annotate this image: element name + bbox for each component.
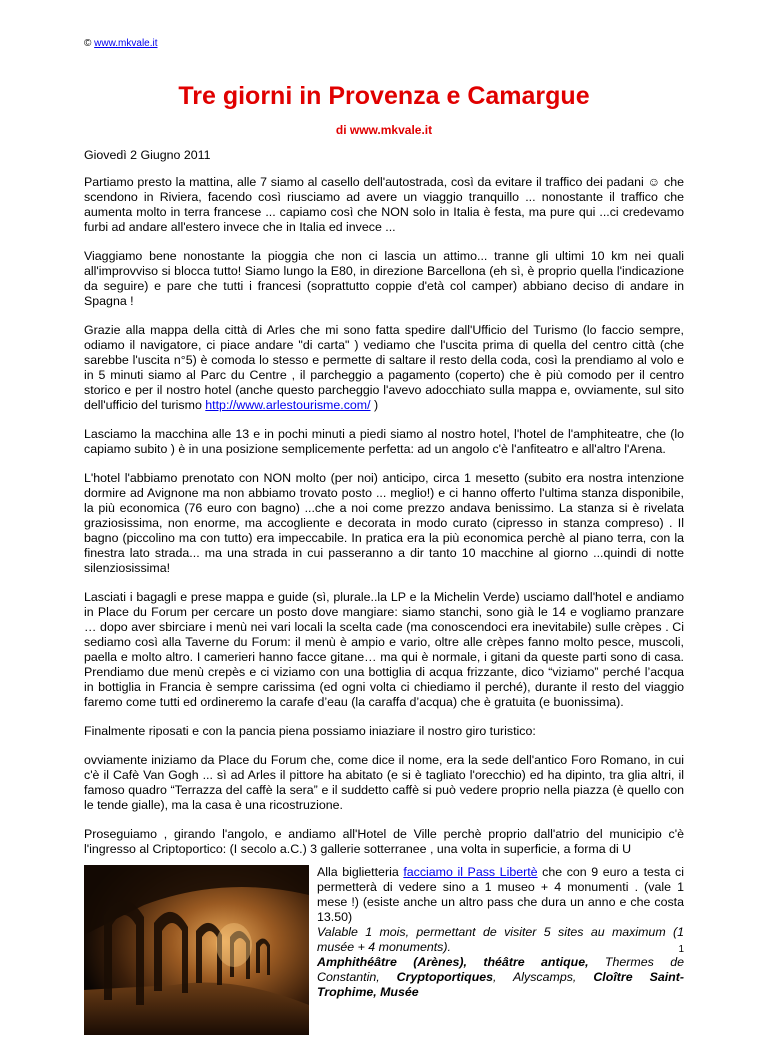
paragraph-8: ovviamente iniziamo da Place du Forum che, come dice il nome, era la sede dell'antico Foro Romano, in cui c'è il Cafè Van Gogh ... sì ad Arles il pittore ha abitato (e si è tagliato l'orecchio) ed ha dipinto, tra glia altri, il famoso quadro “Terrazza del caffè la sera” e il suddetto caffè si può vedere proprio nella piazza (è quello con le tende gialle), ma la casa è una ricostruzione. (84, 753, 684, 812)
monuments-bold-2: Cryptoportiques (396, 970, 494, 984)
cryptoporticus-image (84, 865, 309, 1035)
header-site-link[interactable]: www.mkvale.it (94, 38, 158, 49)
paragraph-10-text: Alla biglietteria (317, 865, 404, 879)
page-number: 1 (678, 944, 684, 955)
document-byline: di www.mkvale.it (335, 123, 433, 137)
header-copyright (84, 38, 158, 49)
paragraph-10-tail: che con 9 euro a testa ci permetterà di vedere sino a 1 museo + 4 monumenti . (vale 1 mese !) (esiste anche un altro pass che dura un anno e che costa 13.50) (317, 865, 684, 924)
paragraph-7: Finalmente riposati e con la pancia piena possiamo iniaziare il nostro giro turistico: (84, 724, 536, 738)
paragraph-6: Lasciati i bagagli e prese mappa e guide (sì, plurale..la LP e la Michelin Verde) usciamo dall'hotel e andiamo in Place du Forum per cercare un posto dove mangiare: siamo stanchi, sono già le 14 e vogliamo pranzare … dopo aver sbirciare i menù nei vari locali la scelta cade (ma conoscendoci era inevitabile) sulle crèpes . Ci sediamo così alla Taverne du Forum: il menù è ampio e vario, oltre alle crèpes fanno molto pesce, muscoli, paella e molto altro. I camerieri hanno facce gitane… ma qui è normale, i gitani da queste parti sono di casa. Prendiamo due menù crepès e ci viziamo con una bottiglia di acqua frizzante, dico “viziamo” perché l’acqua in bottiglia in Francia è sempre carissima (ed ogni volta ci chiediamo il perché), durante il resto del viaggio faremo come tutti ed ordineremo la carafe d’eau (la caraffa d’acqua) che è gratuita (e buonissima). (84, 590, 684, 709)
document-title: Tre giorni in Provenza e Camargue (178, 82, 590, 110)
paragraph-3-tail: ) (370, 398, 379, 412)
paragraph-4: Lasciamo la macchina alle 13 e in pochi minuti a piedi siamo al nostro hotel, l'hotel de l'amphiteatre, che (lo capiamo subito ) è in una posizione semplicemente perfetta: ad un angolo c'è l'anfiteatro e all'altro l'Arena. (84, 427, 684, 456)
copyright-symbol: © (84, 38, 92, 49)
arles-tourisme-link[interactable]: http://www.arlestourisme.com/ (205, 398, 371, 412)
cryptoporticus-photo (84, 865, 309, 1035)
monuments-bold-3: Cloître Saint-Trophime, Musée (317, 970, 685, 999)
pass-description-french: Valable 1 mois, permettant de visiter 5 sites au maximum (1 musée + 4 monuments). (317, 925, 684, 954)
paragraph-3-text: Grazie alla mappa della città di Arles che mi sono fatta spedire dall'Ufficio del Turismo (lo faccio sempre, odiamo il navigatore, ci piace andare "di carta" ) vediamo che l'uscita prima di quella del centro città (che sarebbe l'uscita n°5) è comoda lo stesso e permette di saltare il resto della coda, così la prendiamo al volo e in 5 minuti siamo al Parc du Centre , il parcheggio a pagamento (coperto) che è più comodo per il centro storico e per il nostro hotel (anche questo parcheggio l'avevo adocchiato sulla mappa e, ovviamente, sul sito dell'ufficio del turismo (84, 323, 684, 412)
monuments-italic-2: , Alyscamps, (493, 970, 594, 984)
paragraph-2: Viaggiamo bene nonostante la pioggia che non ci lascia un attimo... tranne gli ultimi 10 km nei quali all'improvviso si blocca tutto! Siamo lungo la E80, in direzione Barcellona (eh sì, è proprio quella l'indicazione da seguire) e pare che tutti i francesi (soprattutto coppie d'età col camper) abbiano deciso di andare in Spagna ! (84, 249, 684, 308)
paragraph-9: Proseguiamo , girando l'angolo, e andiamo all'Hotel de Ville perchè proprio dall'atrio del municipio c'è l'ingresso al Criptoportico: (I secolo a.C.) 3 gallerie sotterranee , una volta in superficie, a forma di U (84, 827, 684, 856)
paragraph-1: Partiamo presto la mattina, alle 7 siamo al casello dell'autostrada, così da evitare il traffico dei padani ☺ che scendono in Riviera, facendo così riusciamo ad avere un viaggio tranquillo ... nonostante il traffico che aumenta molto in terra francese ... capiamo così che NON solo in Italia è festa, ma pure qui ...ci credevamo furbi ad andare all'estero invece che in Italia ed invece ... (84, 175, 684, 234)
paragraph-5: L'hotel l'abbiamo prenotato con NON molto (per noi) anticipo, circa 1 mesetto (subito era nostra intenzione dormire ad Avignone ma non abbiamo trovato posto ... meglio!) e ci hanno offerto l'ultima stanza disponibile, la più economica (76 euro con bagno) ...che a noi come prezzo andava benissimo. La stanza si è rivelata graziosissima, non enorme, ma accogliente e decorata in modo curato (cipresso in stanza compreso) . Il bagno (piccolino ma con tutto) era impeccabile. In pratica era la più economica perchè al piano terra, con la finestra lato strada... ma una strada in cui passeranno a dir tanto 10 macchine al giorno ...quindi di notte silenziosissima! (84, 471, 684, 575)
document-body (84, 148, 684, 1041)
monuments-bold-1: Amphithéâtre (Arènes), théâtre antique, (317, 955, 589, 969)
paragraph-3 (84, 323, 684, 413)
entry-date: Giovedì 2 Giugno 2011 (84, 148, 211, 162)
pass-liberte-link[interactable]: facciamo il Pass Libertè (403, 865, 538, 879)
monuments-italic-1: Thermes de Constantin, (317, 955, 684, 984)
